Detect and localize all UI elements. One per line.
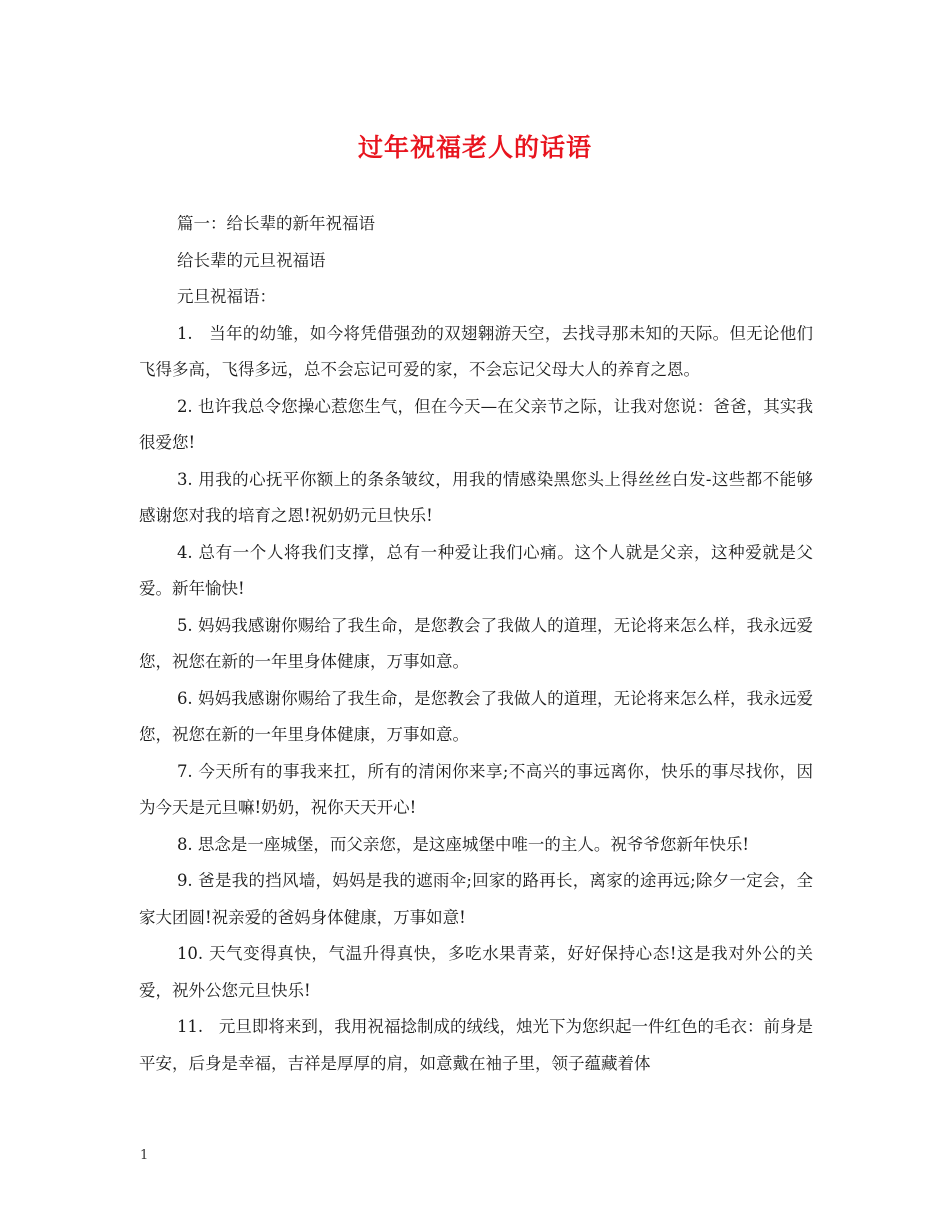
paragraph: 5. 妈妈我感谢你赐给了我生命，是您教会了我做人的道理，无论将来怎么样，我永远爱您，祝您在新的一年里身体健康，万事如意。: [139, 615, 813, 671]
paragraph: 给长辈的元旦祝福语: [176, 250, 326, 270]
paragraph: 篇一：给长辈的新年祝福语: [176, 214, 375, 233]
paragraph: 3. 用我的心抚平你额上的条条皱纹，用我的情感染黑您头上得丝丝白发-这些都不能够感谢您对我的培育之恩!祝奶奶元旦快乐!: [139, 469, 813, 525]
paragraph: 8. 思念是一座城堡，而父亲您，是这座城堡中唯一的主人。祝爷爷您新年快乐!: [176, 834, 750, 854]
paragraph: 9. 爸是我的挡风墙，妈妈是我的遮雨伞;回家的路再长，离家的途再远;除夕一定会，全家大团圆!祝亲爱的爸妈身体健康，万事如意!: [139, 871, 813, 927]
paragraph: 1. 当年的幼雏，如今将凭借强劲的双翅翱游天空，去找寻那未知的天际。但无论他们飞得多高，飞得多远，总不会忘记可爱的家，不会忘记父母大人的养育之恩。: [139, 323, 813, 379]
page-number: 1: [140, 1148, 149, 1163]
paragraph: 2. 也许我总令您操心惹您生气，但在今天—在父亲节之际，让我对您说：爸爸，其实我很爱您!: [139, 396, 813, 452]
paragraph: 4. 总有一个人将我们支撑，总有一种爱让我们心痛。这个人就是父亲，这种爱就是父爱。新年愉快!: [139, 542, 813, 598]
paragraph: 元旦祝福语：: [176, 287, 276, 306]
paragraph: 6. 妈妈我感谢你赐给了我生命，是您教会了我做人的道理，无论将来怎么样，我永远爱您，祝您在新的一年里身体健康，万事如意。: [139, 688, 813, 744]
paragraph: 11. 元旦即将来到，我用祝福捻制成的绒线，烛光下为您织起一件红色的毛衣：前身是平安，后身是幸福，吉祥是厚厚的肩，如意戴在袖子里，领子蕴藏着体: [139, 1017, 813, 1073]
paragraph: 10. 天气变得真快，气温升得真快，多吃水果青菜，好好保持心态!这是我对外公的关爱，祝外公您元旦快乐!: [139, 944, 813, 1000]
document-body: [139, 206, 813, 1082]
document-title: 过年祝福老人的话语: [357, 133, 592, 162]
paragraph: 7. 今天所有的事我来扛，所有的清闲你来享;不高兴的事远离你，快乐的事尽找你，因为今天是元旦嘛!奶奶，祝你天天开心!: [139, 761, 813, 817]
